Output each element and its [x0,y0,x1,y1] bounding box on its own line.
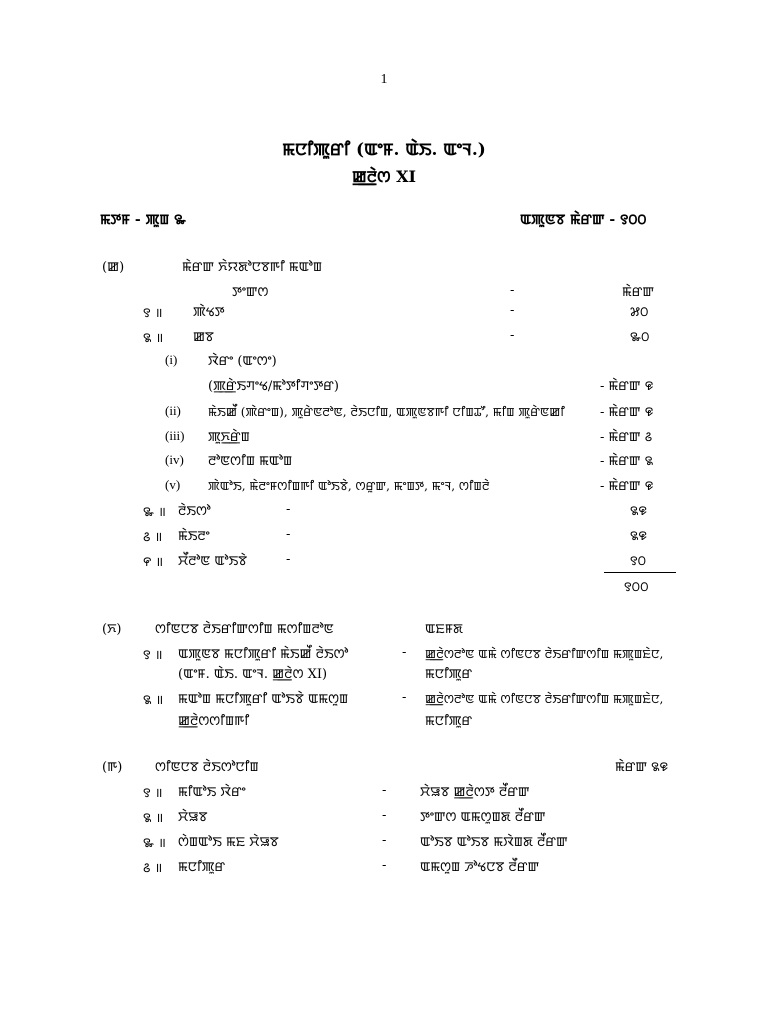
row-marks: ꯷꯰ [630,305,649,320]
list-item-text: ꯀ꯭ꯂꯥꯁꯁꯤꯡꯒꯤ [178,714,250,729]
row-dash: - [286,527,291,542]
list-item-right: ꯃꯅꯤꯄꯨꯔ [425,667,473,682]
class-subtitle: ꯀ꯭ꯂꯥꯁ XI [352,167,416,186]
row-number: ꯳ ॥ [143,505,166,520]
section-c-heading: ꯁꯤꯟꯅꯕ ꯂꯥꯏꯁꯣꯅꯤꯡ [155,760,259,775]
sub-item-marks: - ꯃꯥꯔꯛ ꯶ [600,479,654,494]
list-item-text: ꯁꯥꯡꯑꯣꯏ ꯃꯐ ꯆꯥꯎꯕ [178,835,279,850]
list-item-dash: - [382,783,387,798]
row-dash: - [510,303,515,318]
list-item-right: ꯑꯣꯏꯕ ꯑꯣꯏꯕ ꯃꯋꯥꯡꯗ ꯂꯩꯔꯛ [420,835,568,850]
list-item-right: ꯑꯃꯁꯨꯡ ꯍꯣꯠꯅꯕ ꯂꯩꯔꯛ [420,860,540,875]
list-item-dash: - [382,858,387,873]
full-marks-label: ꯑꯄꯨꯟꯕ ꯃꯥꯔꯛ - ꯱꯰꯰ [520,212,647,228]
list-item-text: ꯑꯄꯨꯟꯕ ꯃꯅꯤꯄꯨꯔꯤ ꯃꯥꯏꯀꯩ ꯂꯥꯏꯁꯣ [178,647,349,662]
section-c-marker: (ꯒ) [102,760,123,775]
page-title: ꯃꯅꯤꯄꯨꯔꯤ (ꯑꯦꯝ. ꯑꯥꯏ. ꯑꯦꯜ.) [282,140,486,160]
list-item-number: ꯲ ॥ [143,693,164,708]
table-head-marks: ꯃꯥꯔꯛ [622,285,655,300]
sub-item-text: ꯄꯨꯈ꯭ꯔꯥꯡ [208,430,250,445]
list-item-text: (ꯑꯦꯝ. ꯑꯥꯏ. ꯑꯦꯜ. ꯀ꯭ꯂꯥꯁ XI) [178,667,328,682]
list-item-number: ꯱ ॥ [143,648,163,663]
section-a-heading: ꯃꯥꯔꯛ ꯈꯥꯌꯗꯣꯅꯕꯒꯤ ꯃꯑꯣꯡ [182,260,322,275]
sub-item-number: (iii) [165,428,185,443]
section-c-marks: ꯃꯥꯔꯛ ꯲꯶ [615,760,669,775]
sub-item-number: (iv) [165,452,184,467]
list-item-dash: - [382,833,387,848]
row-number: ꯵ ॥ [143,555,164,570]
list-item-text: ꯆꯥꯎꯕ [178,810,208,825]
sub-item-text: ꯄꯥꯑꯣꯏ, ꯃꯥꯂꯦꯝꯁꯤꯡꯒꯤ ꯑꯣꯏꯕꯥ, ꯁꯔꯨꯛ, ꯃꯦꯡꯇ, ꯃꯦꯜ, ꯁꯤꯡꯂꯥ [208,479,490,493]
row-label: ꯀꯕ [193,330,214,345]
time-label: ꯃꯇꯝ - ꯄꯨꯡ ꯳ [100,212,186,228]
row-number: ꯱ ॥ [143,306,163,321]
row-number: ꯲ ॥ [143,331,164,346]
total-rule [604,572,676,573]
row-marks: ꯲꯶ [630,529,648,544]
page-number: 1 [380,72,388,87]
sub-item-marks: - ꯃꯥꯔꯛ ꯶ [600,405,654,420]
section-b-heading: ꯁꯤꯟꯅꯕ ꯂꯥꯏꯔꯤꯛꯁꯤꯡ ꯃꯁꯤꯡꯂꯣꯟ [155,622,334,637]
row-dash: - [286,502,291,517]
row-marks: ꯲꯶ [630,504,648,519]
list-item-number: ꯱ ॥ [143,786,163,801]
section-a-marker: (ꯀ) [102,260,125,275]
list-item-text: ꯃꯅꯤꯄꯨꯔ [178,860,226,875]
total-marks: ꯱꯰꯰ [624,580,649,595]
sub-item-text: ꯂꯣꯟꯁꯤꯡ ꯃꯑꯣꯡ [208,454,293,469]
list-item-text: ꯃꯑꯣꯡ ꯃꯅꯤꯄꯨꯔꯤ ꯑꯣꯏꯕꯥ ꯑꯃꯁꯨꯡ [178,692,349,707]
list-item-text: ꯃꯤꯑꯣꯏ ꯋꯥꯔꯦ [178,785,246,800]
sub-item-text: ꯃꯥꯏꯀꯩ (ꯄꯥꯔꯦꯡ), ꯄꯨꯔꯥꯟꯂꯣꯟ, ꯂꯥꯏꯅꯤꯡ, ꯑꯄꯨꯟꯕꯒꯤ ꯅꯤꯡꯊꯧ, ꯃꯤꯡ ꯄꯨꯔꯥꯟꯀꯤ [208,405,565,419]
list-item-right: ꯃꯅꯤꯄꯨꯔ [425,714,473,729]
sub-item-text: ꯋꯥꯔꯦ (ꯑꯦꯁꯦ) [208,354,277,369]
row-label: ꯄꯥꯠꯇ [193,305,225,320]
list-item-dash: - [382,808,387,823]
sub-item-marks: - ꯃꯥꯔꯛ ꯲ [600,454,654,469]
row-marks: ꯳꯰ [630,330,650,345]
row-number: ꯴ ॥ [143,530,163,545]
list-item-dash: - [402,645,407,660]
section-b-marker: (ꯈ) [102,622,122,637]
sub-item-marks: - ꯃꯥꯔꯛ ꯴ [600,430,653,445]
section-b-right-heading: ꯑꯐꯝꯗ [425,622,463,637]
row-marks: ꯱꯰ [630,554,647,569]
row-label: ꯂꯥꯏꯁꯣ [178,504,211,519]
sub-item-number: (i) [165,352,178,367]
row-dash: - [286,552,291,567]
list-item-number: ꯴ ॥ [143,861,163,876]
row-label: ꯆꯩꯂꯣꯟ ꯑꯣꯏꯕꯥ [178,554,247,569]
list-item-number: ꯳ ॥ [143,836,166,851]
list-item-right: ꯆꯥꯎꯕ ꯀ꯭ꯂꯥꯁꯇ ꯂꯩꯔꯛ [420,785,530,800]
sub-item-number: (v) [165,477,181,492]
table-head-dash: - [510,283,515,298]
list-item-right: ꯀ꯭ꯂꯥꯁꯂꯣꯟ ꯑꯃꯥ ꯁꯤꯟꯅꯕ ꯂꯥꯏꯔꯤꯛꯁꯤꯡ ꯃꯄꯨꯡꯐꯥꯅ, [425,647,664,661]
list-item-number: ꯲ ॥ [143,811,164,826]
list-item-right: ꯇꯦꯛꯁ ꯑꯃꯁꯨꯡꯗ ꯂꯩꯔꯛ [420,810,546,825]
sub-item-text: (ꯄ꯭ꯔꯥꯏꯚꯦꯠ/ꯃꯣꯇꯤꯚꯦꯇꯔ) [208,379,340,394]
sub-item-number: (ii) [165,403,181,418]
row-label: ꯃꯥꯏꯂꯦ [178,529,210,544]
sub-item-marks: - ꯃꯥꯔꯛ ꯶ [600,379,654,394]
row-dash: - [510,328,515,343]
table-head-text: ꯇꯦꯛꯁ [232,285,269,300]
list-item-right: ꯀ꯭ꯂꯥꯁꯂꯣꯟ ꯑꯃꯥ ꯁꯤꯟꯅꯕ ꯂꯥꯏꯔꯤꯛꯁꯤꯡ ꯃꯄꯨꯡꯐꯥꯅ, [425,692,664,706]
list-item-dash: - [402,690,407,705]
